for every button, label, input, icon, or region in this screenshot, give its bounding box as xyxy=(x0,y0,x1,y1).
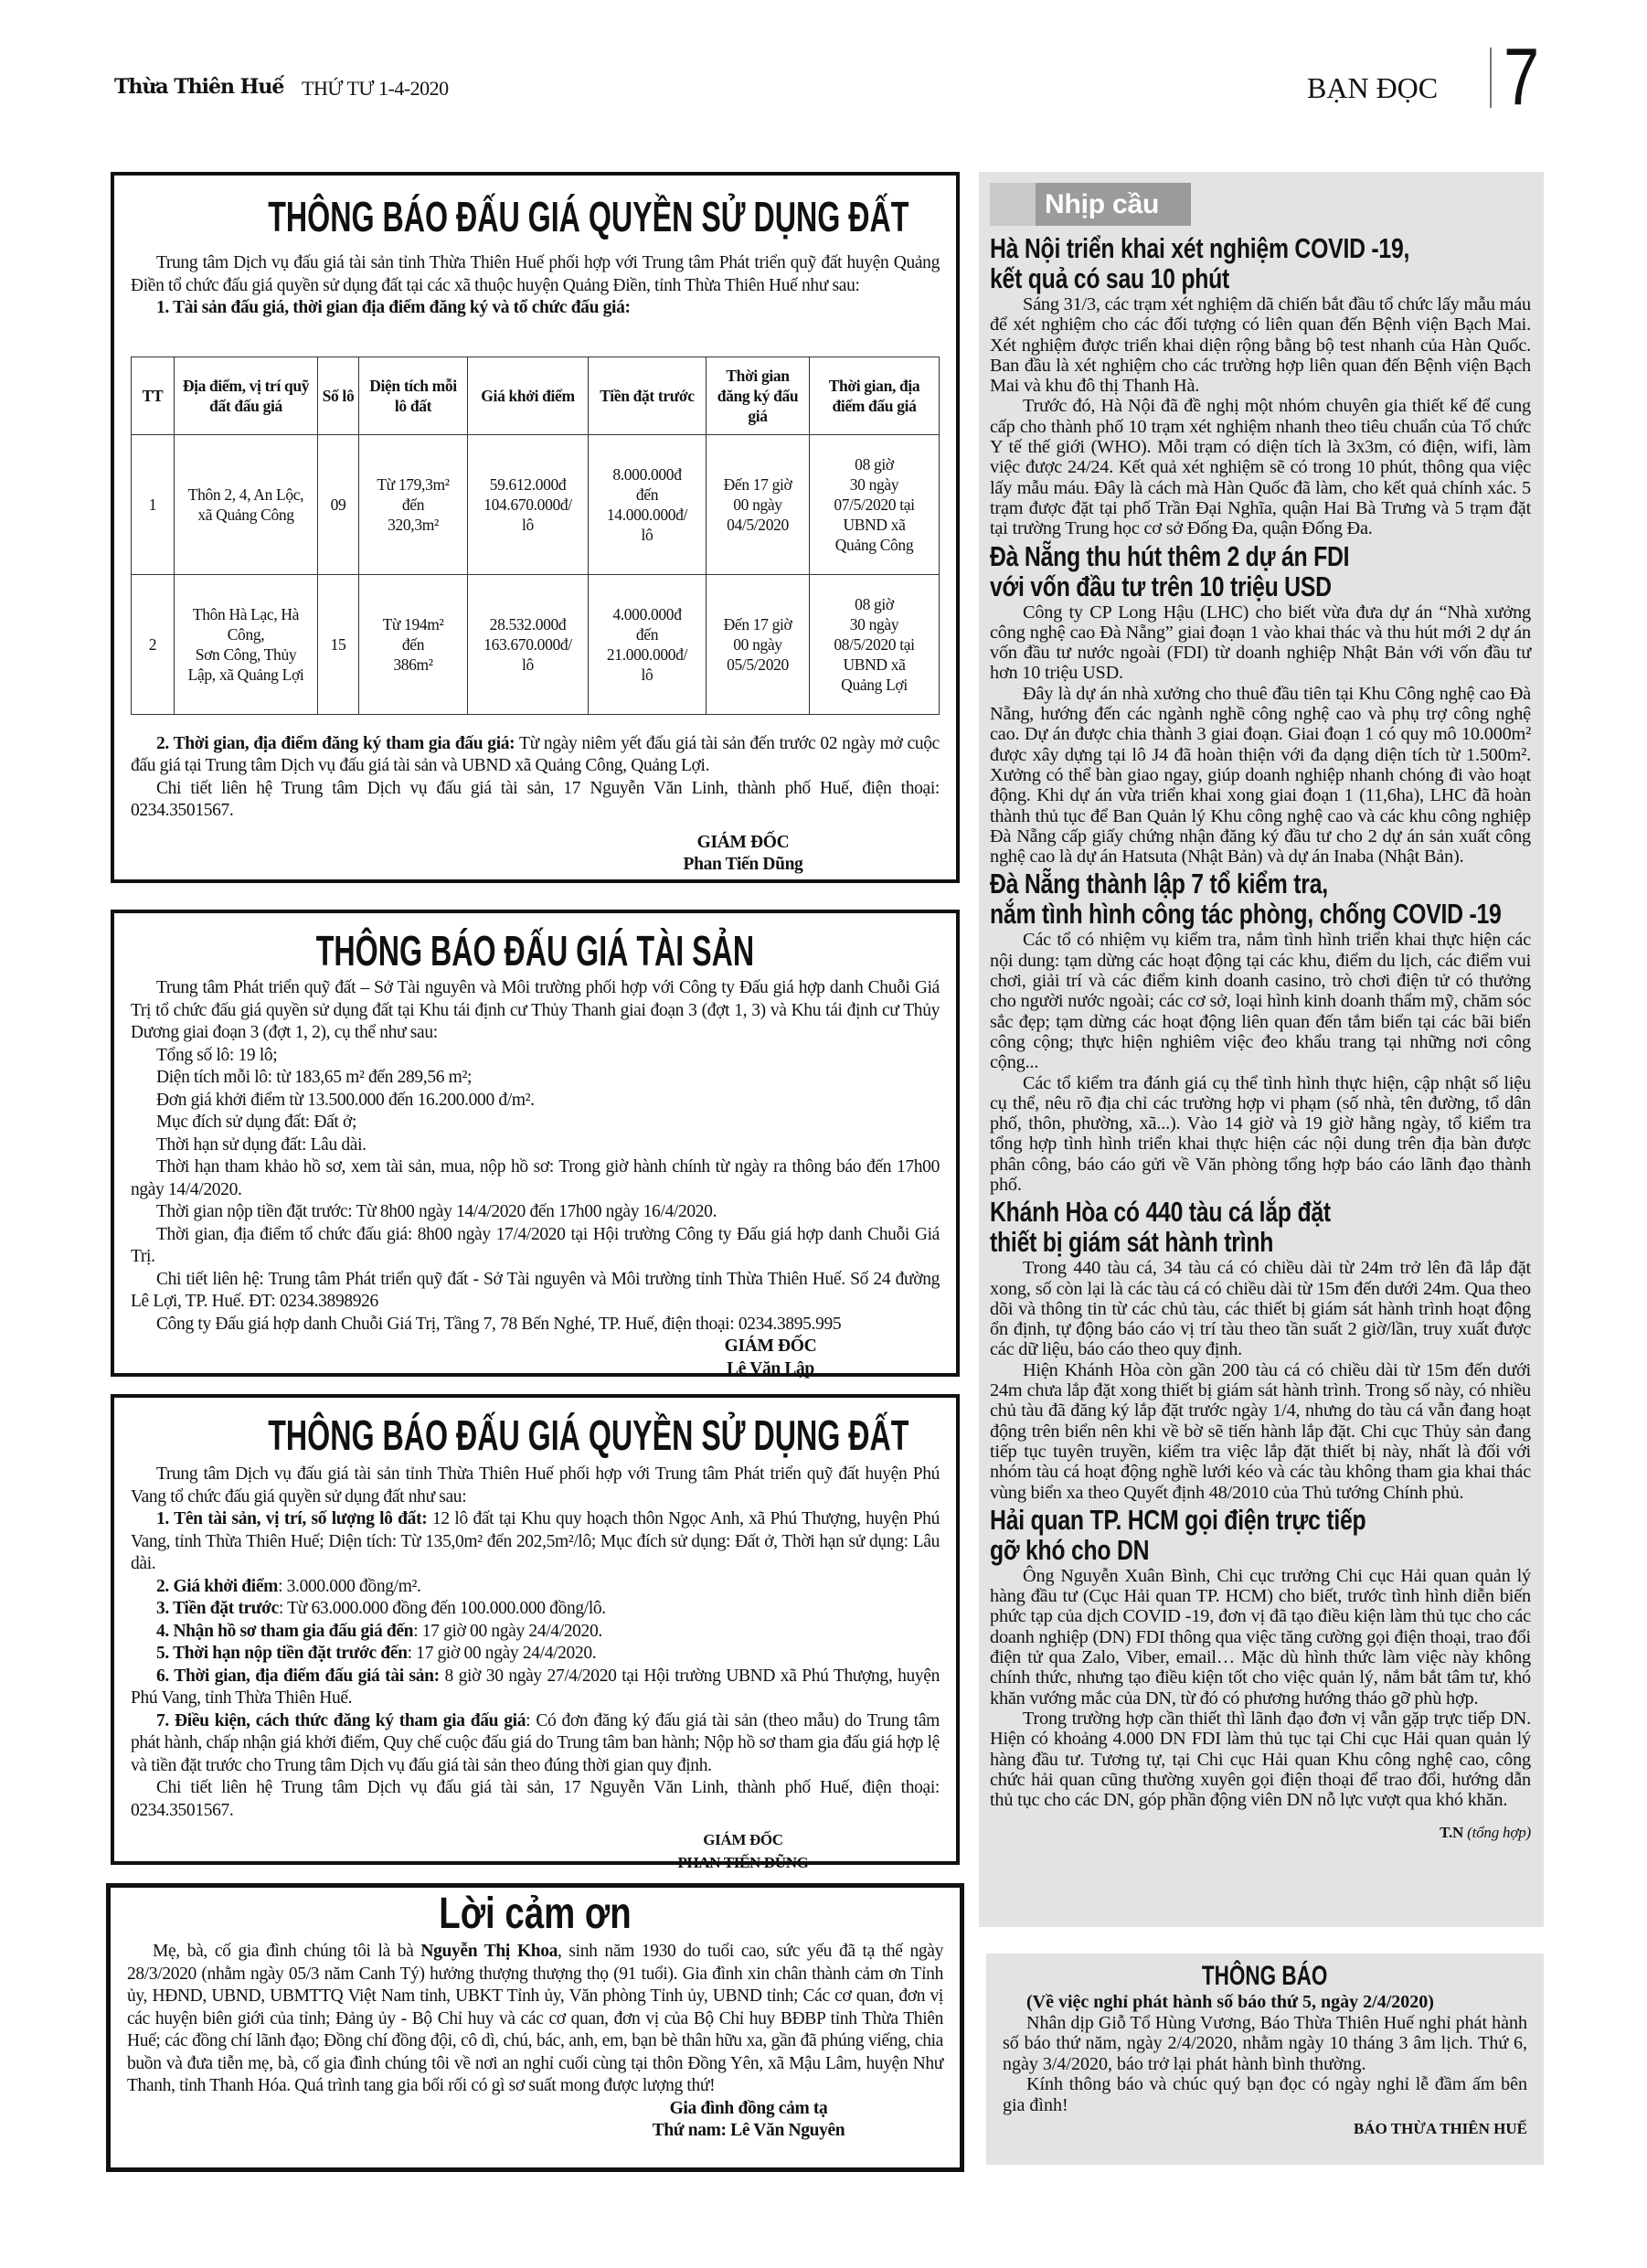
thanks-signoff: Gia đình đồng cảm tạ xyxy=(669,2098,828,2118)
notice-item xyxy=(131,1710,940,1778)
article-paragraph: Ông Nguyễn Xuân Bình, Chi cục trưởng Chi cục Hải quan quản lý hàng đầu tư (Cục Hải quan TP. HCM) cho biết, trước tình hình diễn biến phức tạp của dịch COVID -19, đơn vị đã tạo điều kiện làm thủ tục cho các doanh nghiệp (DN) FDI thông qua việc tăng cường gọi điện thoại, trao đổi điện tử qua Zalo, Viber, email… Mặc dù hình thức làm việc này không chính thức, nhưng tạo điều kiện tốt cho việc quản lý, nắm bắt tâm tư, khó khăn vướng mắc của DN, từ đó có phương hướng tháo gỡ phù hợp. xyxy=(990,1565,1531,1709)
notice-paragraph: Thời gian, địa điểm tổ chức đấu giá: 8h00 ngày 17/4/2020 tại Hội trường Công ty Đấu giá hợp danh Chuỗi Giá Trị. xyxy=(131,1224,940,1266)
contact-info: Chi tiết liên hệ Trung tâm Dịch vụ đấu giá tài sản, 17 Nguyễn Văn Linh, thành phố Huế, điện thoại: 0234.3501567. xyxy=(131,778,940,820)
notice-land-auction-quang-dien xyxy=(111,172,960,883)
thanks-signer: Thứ nam: Lê Văn Nguyên xyxy=(652,2121,845,2140)
byline-note: (tổng hợp) xyxy=(1463,1824,1531,1842)
table-cell: 08 giờ 30 ngày 07/5/2020 tại UBND xã Quảng Công xyxy=(810,434,940,574)
signer-name: PHAN TIẾN DŨNG xyxy=(677,1853,809,1871)
article-headline: Đà Nẵng thu hút thêm 2 dự án FDI với vốn đầu tư trên 10 triệu USD xyxy=(990,539,1350,602)
article-headline: Khánh Hòa có 440 tàu cá lắp đặt thiết bị giám sát hành trình xyxy=(990,1196,1331,1259)
news-article xyxy=(990,1197,1531,1503)
table-cell: Đến 17 giờ 00 ngày 04/5/2020 xyxy=(707,434,810,574)
article-headline: Đà Nẵng thành lập 7 tổ kiểm tra, nắm tình hình công tác phòng, chống COVID -19 xyxy=(990,868,1502,931)
thank-you-notice xyxy=(106,1883,964,2172)
label-accent xyxy=(990,183,1036,226)
notice-intro: Trung tâm Dịch vụ đấu giá tài sản tỉnh Thừa Thiên Huế phối hợp với Trung tâm Phát triển quỹ đất huyện Phú Vang tổ chức đấu giá quyền sử dụng đất như sau: xyxy=(131,1464,940,1507)
item-text: : 17 giờ 00 ngày 24/4/2020. xyxy=(413,1621,602,1641)
table-cell: 15 xyxy=(318,574,359,714)
item-lead: 7. Điều kiện, cách thức đăng ký tham gia đấu giá xyxy=(156,1710,526,1730)
table-cell: Từ 194m² đến 386m² xyxy=(359,574,468,714)
column-header: TT xyxy=(132,357,175,434)
notice-asset-auction xyxy=(111,910,960,1377)
notice-item xyxy=(131,1621,940,1644)
article-headline: Hải quan TP. HCM gọi điện trực tiếp gỡ khó cho DN xyxy=(990,1503,1366,1566)
notice-paragraph: Tổng số lô: 19 lô; xyxy=(156,1045,278,1065)
item-lead: 1. Tên tài sản, vị trí, số lượng lô đất: xyxy=(156,1509,428,1528)
article-paragraph: Hiện Khánh Hòa còn gần 200 tàu cá có chiều dài từ 15m đến dưới 24m chưa lắp đặt xong thiết bị giám sát hành trình. Trong số này, có nhiều chủ tàu đã đăng ký lắp đặt trước ngày 1/4, nhưng do tàu cá vẫn đang hoạt động trên biển nên khi về bờ sẽ tiến hành lắp đặt. Chi cục Thủy sản đang tiếp tục tuyên truyền, kiểm tra việc lắp đặt thiết bị này, nhất là đối với nhóm tàu cá hoạt động nghề lưới kéo và các tàu không tham gia khai thác vùng biển xa theo Quyết định 48/2010 của Thủ tướng Chính phủ. xyxy=(990,1359,1531,1503)
notice-paragraph: Diện tích mỗi lô: từ 183,65 m² đến 289,56 m²; xyxy=(156,1068,473,1087)
deceased-name: Nguyễn Thị Khoa xyxy=(420,1942,558,1961)
article-paragraph: Trước đó, Hà Nội đã đề nghị một nhóm chuyên gia thiết kế để cung cấp cho thành phố 10 trạm xét nghiệm nhanh theo tiêu chuẩn của Tổ chức Y tế thế giới (WHO). Mỗi trạm có diện tích là 3x3m, có điện, wifi, làm việc được 24/24. Kết quả xét nghiệm sẽ có trong 10 phút, thông qua việc lấy mẫu máu. Đây là cách mà Hàn Quốc đã làm, cho kết quả chính xác. 5 trạm được đặt tại phố Trần Đại Nghĩa, quận Hai Bà Trưng và 5 trạm đặt tại trường Trung học cơ sở Đống Đa, quận Đống Đa. xyxy=(990,396,1531,539)
notice-title: THÔNG BÁO ĐẤU GIÁ QUYỀN SỬ DỤNG ĐẤT xyxy=(268,193,909,240)
column-header: Thời gian, địa điểm đấu giá xyxy=(810,357,940,434)
notice-item xyxy=(131,1598,940,1621)
item-text: : Có đơn đăng ký đấu giá tài sản (theo mẫu) do Trung tâm phát hành, chấp nhận giá khởi điểm, Quy chế cuộc đấu giá do Trung tâm ban hành; Nộp hồ sơ tham gia đấu giá hợp lệ và tiền đặt trước cho Trung tâm Dịch vụ đấu giá tài sản theo đúng thời gian quy định. xyxy=(131,1710,940,1775)
item-text: : 17 giờ 00 ngày 24/4/2020. xyxy=(407,1644,597,1663)
issue-date: THỨ TƯ 1-4-2020 xyxy=(302,77,449,100)
item-lead: 6. Thời gian, địa điểm đấu giá tài sản: xyxy=(156,1666,440,1686)
table-cell: 09 xyxy=(318,434,359,574)
column-header: Giá khởi điểm xyxy=(468,357,589,434)
notice-item xyxy=(131,1508,940,1576)
column-header: Diện tích mỗi lô đất xyxy=(359,357,468,434)
item-lead: 5. Thời hạn nộp tiền đặt trước đến xyxy=(156,1644,408,1663)
article-paragraph: Đây là dự án nhà xưởng cho thuê đầu tiên tại Khu Công nghệ cao Đà Nẵng, hướng đến các ngành nghề công nghệ cao và phụ trợ công nghệ cao. Dự án được chia thành 3 giai đoạn. Giai đoạn 1 có quy mô 10.000m² được xây dựng tại lô J4 đã hoàn thiện với đa dạng diện tích từ 1.500m². Xưởng có thể bàn giao ngay, giúp doanh nghiệp nhanh chóng đi vào hoạt động. Khi dự án vừa triển khai xong giai đoạn 1 (11,6ha), LHC đã hoàn thành thủ tục để Ban Quản lý Khu công nghệ cao và các khu công nghiệp Đà Nẵng cấp giấy chứng nhận đăng ký đầu tư cho 2 dự án sản xuất công nghệ cao là dự án Hatsuta (Nhật Bản) và dự án Inaba (Nhật Bản). xyxy=(990,683,1531,868)
newspaper-name: Thừa Thiên Huế xyxy=(114,75,284,99)
contact-info: Chi tiết liên hệ Trung tâm Dịch vụ đấu giá tài sản, 17 Nguyễn Văn Linh, thành phố Huế, điện thoại: 0234.3501567. xyxy=(131,1778,940,1820)
table-row xyxy=(132,434,940,574)
item-text: : 3.000.000 đồng/m². xyxy=(278,1576,421,1596)
notice-intro: Trung tâm Dịch vụ đấu giá tài sản tỉnh Thừa Thiên Huế phối hợp với Trung tâm Phát triển quỹ đất huyện Quảng Điền tổ chức đấu giá quyền sử dụng đất tại các xã thuộc huyện Quảng Điền, tỉnh Thừa Thiên Huế như sau: xyxy=(131,253,940,295)
item-lead: 3. Tiền đặt trước xyxy=(156,1599,279,1618)
signer-name: Lê Văn Lập xyxy=(727,1358,814,1379)
notice-title: THÔNG BÁO ĐẤU GIÁ TÀI SẢN xyxy=(315,927,755,974)
thanks-text-rest: , sinh năm 1930 do tuổi cao, sức yếu đã tạ thế ngày 28/3/2020 (nhằm ngày 05/3 năm Canh Tý) hưởng thượng thượng thọ (91 tuổi). Gia đình xin chân thành cảm ơn Tỉnh ủy, HĐND, UBND, UBMTTQ Việt Nam tỉnh, UBKT Tỉnh ủy, Văn phòng Tỉnh ủy, UBND tỉnh; Các cơ quan, đơn vị các huyện biên giới của tỉnh; Đảng ủy - Bộ Chỉ huy và các cơ quan, đơn vị của Bộ Chỉ huy BĐBP tỉnh Thừa Thiên Huế; các đồng chí lãnh đạo; Đồng chí đồng đội, cô dì, chú, bác, anh, em, bạn bè thân hữu xa, gần đã phúng viếng, chia buồn và đưa tiễn mẹ, bà, cố gia đình chúng tôi về nơi an nghỉ cuối cùng tại thôn Đồng Yên, xã Mậu Lâm, huyện Như Thanh, tỉnh Thanh Hóa. Quá trình tang gia bối rối có gì sơ suất mong được lượng thứ! xyxy=(127,1942,943,2095)
signer-title: GIÁM ĐỐC xyxy=(696,832,790,852)
item-text: : Từ 63.000.000 đồng đến 100.000.000 đồng/lô. xyxy=(278,1599,606,1618)
table-cell: 1 xyxy=(132,434,175,574)
notice-item xyxy=(131,1576,940,1599)
item-text: 12 lô đất tại Khu quy hoạch thôn Ngọc Anh, xã Phú Thượng, huyện Phú Vang, tỉnh Thừa Thiên Huế; Diện tích: Từ 135,0m² đến 202,5m²/lô; Mục đích sử dụng: Đất ở, Thời hạn sử dụng: Lâu dài. xyxy=(131,1509,940,1573)
item-lead: 4. Nhận hồ sơ tham gia đấu giá đến xyxy=(156,1621,414,1641)
table-cell: 4.000.000đ đến 21.000.000đ/ lô xyxy=(589,574,707,714)
table-header-row xyxy=(132,357,940,434)
announcement-signature: BÁO THỪA THIÊN HUẾ xyxy=(1353,2120,1527,2137)
signer-title: GIÁM ĐỐC xyxy=(724,1336,817,1356)
notice-paragraph: Đơn giá khởi điểm từ 13.500.000 đến 16.200.000 đ/m². xyxy=(156,1090,535,1110)
section-name: BẠN ĐỌC xyxy=(1307,71,1439,104)
article-paragraph: Các tổ kiểm tra đánh giá cụ thể tình hình thực hiện, cập nhật số liệu cụ thể, nêu rõ địa chỉ các trường hợp vi phạm (số nhà, tên đường, tổ dân phố, thôn, phường, xã...). Vào 14 giờ và 19 giờ hằng ngày, tổ kiểm tra tổng hợp tình hình triển khai thực hiện các nội dung trên địa bàn được phân công, báo cáo gửi về Văn phòng tổng hợp báo cáo lãnh đạo thành phố. xyxy=(990,1072,1531,1195)
notice-title: THÔNG BÁO ĐẤU GIÁ QUYỀN SỬ DỤNG ĐẤT xyxy=(268,1411,909,1459)
notice-paragraph: Thời gian nộp tiền đặt trước: Từ 8h00 ngày 14/4/2020 đến 17h00 ngày 16/4/2020. xyxy=(156,1202,717,1221)
signer-name: Phan Tiến Dũng xyxy=(683,855,803,874)
registration-lead: 2. Thời gian, địa điểm đăng ký tham gia đấu giá: xyxy=(156,733,515,753)
table-cell: Từ 179,3m² đến 320,3m² xyxy=(359,434,468,574)
column-header: Địa điểm, vị trí quỹ đất đấu giá xyxy=(175,357,318,434)
thanks-title: Lời cảm ơn xyxy=(439,1890,632,1938)
thanks-text-start: Mẹ, bà, cố gia đình chúng tôi là bà xyxy=(153,1942,421,1961)
byline-author: T.N xyxy=(1440,1824,1464,1842)
table-cell: Thôn Hà Lạc, Hà Công, Sơn Công, Thủy Lập, xã Quảng Lợi xyxy=(175,574,318,714)
section-label-text: Nhịp cầu xyxy=(1036,183,1191,226)
news-article xyxy=(990,868,1531,1195)
announcement-paragraph: Kính thông báo và chúc quý bạn đọc có ngày nghỉ lễ đầm ấm bên gia đình! xyxy=(1003,2074,1527,2115)
table-cell: 59.612.000đ 104.670.000đ/ lô xyxy=(468,434,589,574)
notice-paragraph: Mục đích sử dụng đất: Đất ở; xyxy=(156,1113,357,1132)
table-row xyxy=(132,574,940,714)
registration-info xyxy=(131,733,940,778)
notice-land-auction-phu-vang xyxy=(111,1394,960,1871)
page-number: 7 xyxy=(1504,31,1540,122)
news-column xyxy=(979,172,1544,1927)
table-cell: 28.532.000đ 163.670.000đ/ lô xyxy=(468,574,589,714)
news-article xyxy=(990,233,1531,539)
auction-table xyxy=(131,357,940,715)
article-headline: Hà Nội triển khai xét nghiệm COVID -19, kết quả có sau 10 phút xyxy=(990,232,1410,294)
article-paragraph: Các tổ có nhiệm vụ kiểm tra, nắm tình hình triển khai thực hiện các nội dung: tạm dừng các hoạt động tại các khu, điểm du lịch, các điểm vui chơi, giải trí và các điểm kinh doanh casino, trò chơi điện tử có thưởng cho người nước ngoài; các cơ sở, loại hình kinh doanh thẩm mỹ, chăm sóc sắc đẹp; tạm dừng các hoạt động liên quan đến tắm biển tại các bãi biển công cộng; thực hiện nghiêm việc đeo khẩu trang tại những nơi công cộng... xyxy=(990,930,1531,1073)
registration-text: Từ ngày niêm yết đấu giá tài sản đến trước 02 ngày mở cuộc đấu giá tại Trung tâm Dịch vụ đấu giá tài sản và UBND xã Quảng Công, Quảng Lợi. xyxy=(131,733,940,775)
item-text: 8 giờ 30 ngày 27/4/2020 tại Hội trường UBND xã Phú Thượng, huyện Phú Vang, tỉnh Thừa Thiên Huế. xyxy=(131,1666,940,1708)
section-heading: 1. Tài sản đấu giá, thời gian địa điểm đăng ký và tổ chức đấu giá: xyxy=(156,298,631,317)
announcement-paragraph: Nhân dịp Giỗ Tổ Hùng Vương, Báo Thừa Thiên Huế nghỉ phát hành số báo thứ năm, ngày 2/4/2020, nhằm ngày 10 tháng 3 âm lịch. Thứ 6, ngày 3/4/2020, báo trở lại phát hành bình thường. xyxy=(1003,2012,1527,2074)
notice-paragraph: Thời hạn sử dụng đất: Lâu dài. xyxy=(156,1134,367,1155)
column-header: Thời gian đăng ký đấu giá xyxy=(707,357,810,434)
item-lead: 2. Giá khởi điểm xyxy=(156,1576,279,1596)
column-header: Số lô xyxy=(318,357,359,434)
news-article xyxy=(990,541,1531,868)
article-paragraph: Công ty CP Long Hậu (LHC) cho biết vừa đưa dự án “Nhà xưởng công nghệ cao Đà Nẵng” giai đoạn 1 vào khai thác và thu hút mới 2 dự án vốn đầu tư nước ngoài (FDI) từ doanh nghiệp Nhật Bản với vốn đầu tư hơn 10 triệu USD. xyxy=(990,602,1531,684)
notice-paragraph: Thời hạn tham khảo hồ sơ, xem tài sản, mua, nộp hồ sơ: Trong giờ hành chính từ ngày ra thông báo đến 17h00 ngày 14/4/2020. xyxy=(131,1157,940,1199)
notice-paragraph: Công ty Đấu giá hợp danh Chuỗi Giá Trị, Tầng 7, 78 Bến Nghé, TP. Huế, điện thoại: 0234.3895.995 xyxy=(156,1314,842,1334)
article-paragraph: Sáng 31/3, các trạm xét nghiệm dã chiến bắt đầu tổ chức lấy mẫu máu để xét nghiệm cho các đối tượng có liên quan đến Bệnh viện Bạch Mai. Xét nghiệm được triển khai diện rộng bằng bộ test nhanh của Hàn Quốc. Ban đầu là xét nghiệm cho các trường hợp liên quan đến Bệnh viện Bạch Mai và khu đô thị Thanh Hà. xyxy=(990,294,1531,397)
notice-item xyxy=(131,1643,940,1666)
notice-item xyxy=(131,1666,940,1710)
table-cell: 2 xyxy=(132,574,175,714)
notice-paragraph: Trung tâm Phát triển quỹ đất – Sở Tài nguyên và Môi trường phối hợp với Công ty Đấu giá hợp danh Chuỗi Giá Trị tổ chức đấu giá quyền sử dụng đất tại Khu tái định cư Thủy Thanh giai đoạn 3 (đợt 1, 3) và Khu tái định cư Thủy Dương giai đoạn 3 (đợt 1, 2), cụ thể như sau: xyxy=(131,978,940,1042)
publication-announcement xyxy=(986,1954,1544,2165)
table-cell: 8.000.000đ đến 14.000.000đ/ lô xyxy=(589,434,707,574)
section-label xyxy=(990,183,1191,226)
signer-title: GIÁM ĐỐC xyxy=(703,1831,783,1848)
column-header: Tiền đặt trước xyxy=(589,357,707,434)
notice-paragraph: Chi tiết liên hệ: Trung tâm Phát triển quỹ đất - Sở Tài nguyên và Môi trường tỉnh Thừa Thiên Huế. Số 24 đường Lê Lợi, TP. Huế. ĐT: 0234.3898926 xyxy=(131,1269,940,1311)
news-article xyxy=(990,1505,1531,1811)
byline xyxy=(990,1823,1531,1843)
header-divider xyxy=(1490,48,1492,108)
thanks-text xyxy=(127,1941,943,2098)
table-cell: Thôn 2, 4, An Lộc, xã Quảng Công xyxy=(175,434,318,574)
announcement-title: THÔNG BÁO xyxy=(1202,1961,1328,1991)
announcement-subtitle: (Về việc nghỉ phát hành số báo thứ 5, ngày 2/4/2020) xyxy=(1026,1992,1434,2012)
article-paragraph: Trong trường hợp cần thiết thì lãnh đạo đơn vị vẫn gặp trực tiếp DN. Hiện có khoảng 4.000 DN FDI làm thủ tục tại Chi cục Hải quan quản lý hàng đầu tư. Tương tự, tại Chi cục Hải quan Khu công nghệ cao, công chức hải quan cũng thường xuyên gọi điện thoại để trao đổi, hướng dẫn thủ tục cho các DN, góp phần động viên DN nỗ lực vượt qua khó khăn. xyxy=(990,1708,1531,1811)
article-paragraph: Trong 440 tàu cá, 34 tàu cá có chiều dài từ 24m trở lên đã lắp đặt xong, số còn lại là các tàu cá có chiều dài từ 15m đến dưới 24m. Qua theo dõi và thông tin từ các chủ tàu, các thiết bị giám sát hành trình hoạt động ổn định, tự động báo cáo vị trí tàu theo tần suất 2 giờ/lần, truy xuất được các dữ liệu, báo cáo theo quy định. xyxy=(990,1258,1531,1360)
table-cell: 08 giờ 30 ngày 08/5/2020 tại UBND xã Quảng Lợi xyxy=(810,574,940,714)
table-cell: Đến 17 giờ 00 ngày 05/5/2020 xyxy=(707,574,810,714)
